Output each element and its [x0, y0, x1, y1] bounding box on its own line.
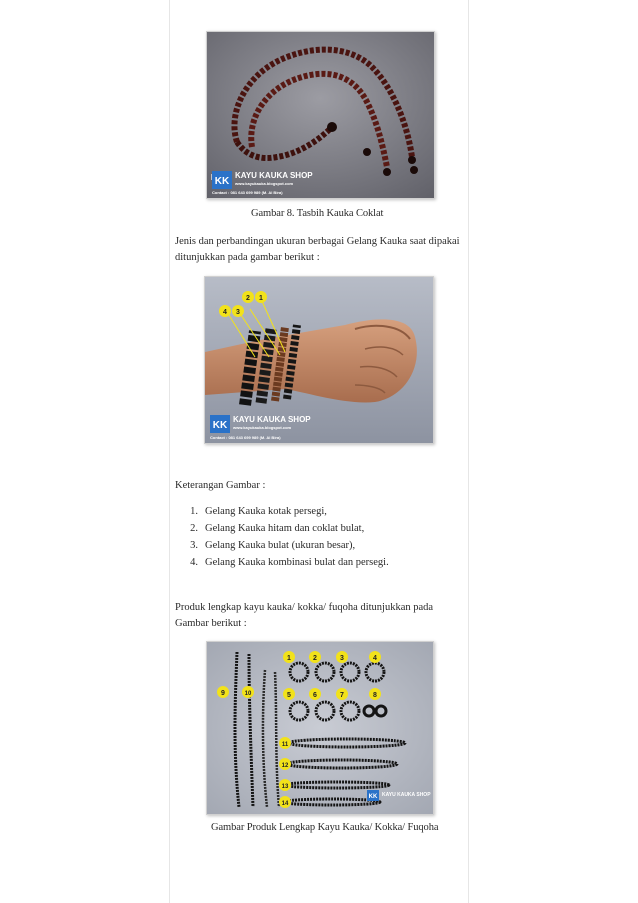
- svg-text:6: 6: [313, 692, 317, 699]
- svg-text:2: 2: [246, 295, 250, 302]
- figure3-caption: Gambar Produk Lengkap Kayu Kauka/ Kokka/ Fuqoha: [211, 822, 439, 833]
- tasbih-watermark-shop: KAYU KAUKA SHOP: [235, 171, 313, 180]
- wrist-watermark-url: www.kayukauka.blogspot.com: [233, 425, 292, 430]
- marker-9: [217, 686, 229, 698]
- wrist-watermark-badge: KK: [212, 420, 228, 431]
- keterangan-list: [175, 503, 389, 571]
- paragraph-products-intro: Produk lengkap kayu kauka/ kokka/ fuqoha ditunjukkan pada Gambar berikut :: [175, 602, 434, 629]
- svg-text:8: 8: [373, 692, 377, 699]
- svg-text:3: 3: [340, 655, 344, 662]
- paragraph-bracelet-intro: Jenis dan perbandingan ukuran berbagai Gelang Kauka saat dipakai ditunjukkan pada gambar berikut :: [175, 236, 460, 263]
- svg-text:4: 4: [373, 655, 377, 662]
- bracelet-wrist-photo: [204, 276, 434, 444]
- figure1-caption: Gambar 8. Tasbih Kauka Coklat: [251, 208, 384, 219]
- svg-text:3: 3: [236, 309, 240, 316]
- svg-text:5: 5: [287, 692, 291, 699]
- tasbih-watermark-badge: KK: [214, 176, 230, 187]
- wrist-watermark-shop: KAYU KAUKA SHOP: [233, 415, 311, 424]
- marker-7: [336, 688, 348, 700]
- tasbih-watermark-contact: Contact : 081 643 699 989 (M. Al Bira): [212, 190, 283, 195]
- products-watermark-badge: KK: [368, 794, 378, 800]
- marker-2: [242, 291, 254, 303]
- list-item: 3. Gelang Kauka bulat (ukuran besar),: [190, 540, 356, 551]
- marker-13: [279, 779, 291, 791]
- list-item: 1. Gelang Kauka kotak persegi,: [190, 506, 327, 517]
- svg-text:7: 7: [340, 692, 344, 699]
- tasbih-photo: [206, 31, 435, 199]
- marker-12: [279, 758, 291, 770]
- svg-text:2: 2: [313, 655, 317, 662]
- products-photo: [206, 641, 434, 815]
- products-watermark-shop: KAYU KAUKA SHOP: [382, 792, 431, 798]
- svg-text:9: 9: [221, 690, 225, 697]
- svg-text:12: 12: [281, 763, 289, 769]
- marker-1: [255, 291, 267, 303]
- marker-2: [309, 651, 321, 663]
- wrist-watermark-contact: Contact : 081 643 699 989 (M. Al Bira): [210, 435, 281, 440]
- page-border-left: [169, 0, 170, 903]
- svg-text:4: 4: [223, 309, 227, 316]
- marker-4: [369, 651, 381, 663]
- marker-4: [219, 305, 231, 317]
- marker-11: [279, 737, 291, 749]
- svg-text:1: 1: [259, 295, 263, 302]
- tasbih-watermark-url: www.kayukauka.blogspot.com: [235, 181, 294, 186]
- marker-8: [369, 688, 381, 700]
- svg-text:14: 14: [281, 801, 289, 807]
- list-item: 2. Gelang Kauka hitam dan coklat bulat,: [190, 523, 365, 534]
- list-item: 4. Gelang Kauka kombinasi bulat dan persegi.: [190, 557, 389, 568]
- marker-1: [283, 651, 295, 663]
- page-border-right: [468, 0, 469, 903]
- marker-3: [336, 651, 348, 663]
- marker-14: [279, 796, 291, 808]
- marker-10: [242, 686, 254, 698]
- svg-text:13: 13: [281, 784, 289, 790]
- svg-text:10: 10: [244, 691, 252, 697]
- marker-3: [232, 305, 244, 317]
- marker-5: [283, 688, 295, 700]
- svg-text:11: 11: [281, 742, 289, 748]
- svg-text:1: 1: [287, 655, 291, 662]
- marker-6: [309, 688, 321, 700]
- keterangan-label: Keterangan Gambar :: [175, 480, 266, 491]
